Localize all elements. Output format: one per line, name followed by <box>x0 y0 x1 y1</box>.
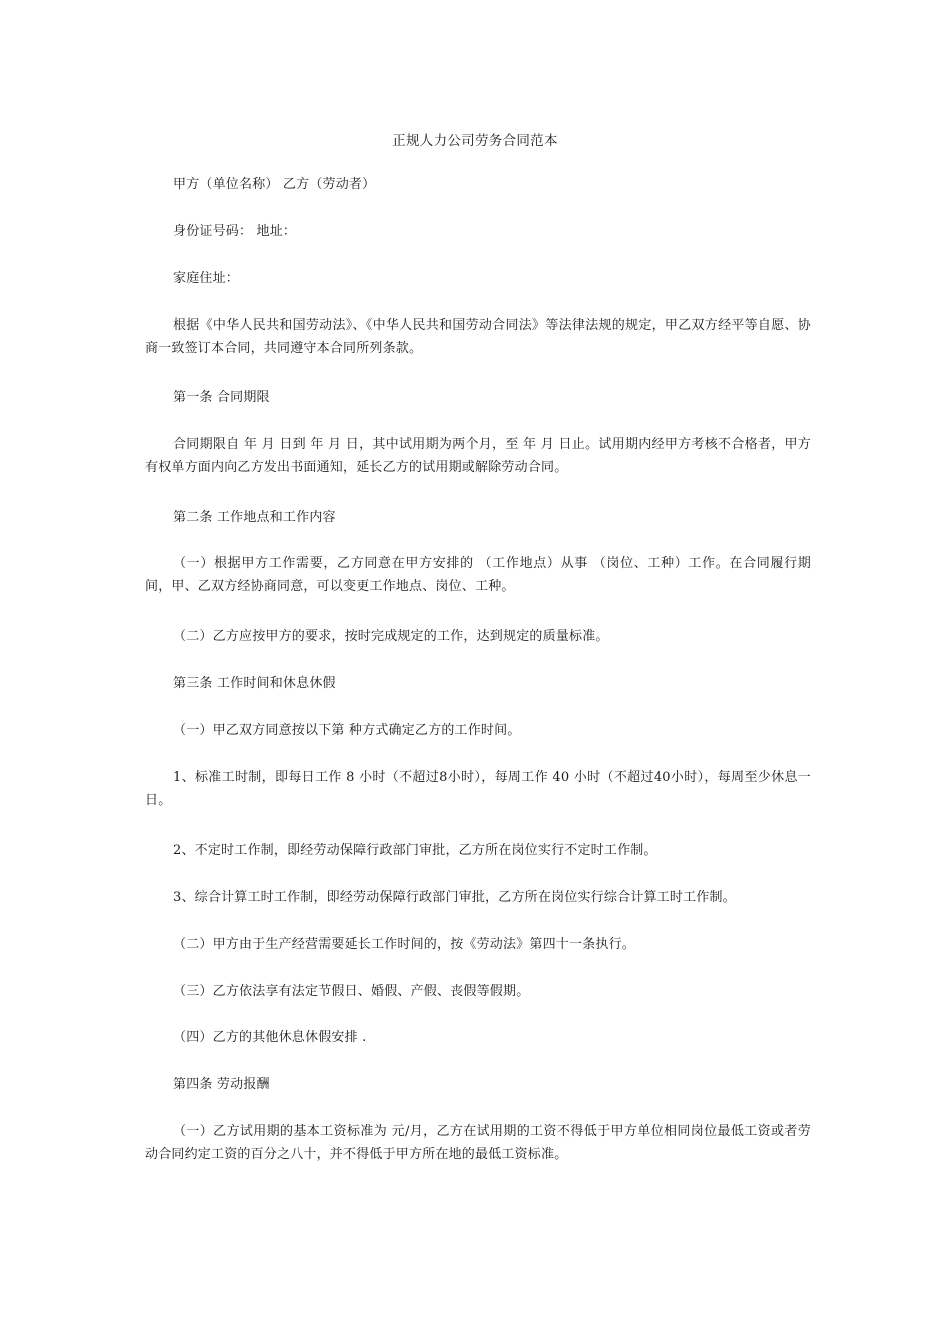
article-1-heading: 第一条 合同期限 <box>173 390 270 405</box>
document-title: 正规人力公司劳务合同范本 <box>392 133 558 149</box>
id-address-line: 身份证号码： 地址： <box>173 224 297 239</box>
article-4-clause-1: （一）乙方试用期的基本工资标准为 元/月，乙方在试用期的工资不得低于甲方单位相同岗位最低工资或者劳动合同约定工资的百分之八十，并不得低于甲方所在地的最低工资标准。 <box>145 1124 811 1162</box>
article-2-clause-1: （一）根据甲方工作需要，乙方同意在甲方安排的 （工作地点）从事 （岗位、工种）工作。在合同履行期间，甲、乙双方经协商同意，可以变更工作地点、岗位、工种。 <box>145 556 811 594</box>
article-3-item-1: 1、标准工时制，即每日工作 8 小时（不超过8小时），每周工作 40 小时（不超过40小时），每周至少休息一日。 <box>145 770 811 808</box>
article-3-heading: 第三条 工作时间和休息休假 <box>173 676 336 691</box>
article-2-heading: 第二条 工作地点和工作内容 <box>173 510 336 525</box>
article-2-clause-2: （二）乙方应按甲方的要求，按时完成规定的工作，达到规定的质量标准。 <box>173 629 609 644</box>
party-line: 甲方（单位名称） 乙方（劳动者） <box>173 177 376 192</box>
article-3-clause-1: （一）甲乙双方同意按以下第 种方式确定乙方的工作时间。 <box>173 723 521 738</box>
article-3-item-2: 2、不定时工作制，即经劳动保障行政部门审批，乙方所在岗位实行不定时工作制。 <box>173 843 657 858</box>
article-1-paragraph: 合同期限自 年 月 日到 年 月 日，其中试用期为两个月，至 年 月 日止。试用期内经甲方考核不合格者，甲方有权单方面内向乙方发出书面通知，延长乙方的试用期或解除劳动合同。 <box>145 437 811 475</box>
home-address-line: 家庭住址： <box>173 271 240 286</box>
article-3-clause-3: （三）乙方依法享有法定节假日、婚假、产假、丧假等假期。 <box>173 984 530 999</box>
article-4-heading: 第四条 劳动报酬 <box>173 1077 270 1092</box>
article-3-clause-4: （四）乙方的其他休息休假安排 . <box>173 1030 367 1045</box>
article-3-clause-2: （二）甲方由于生产经营需要延长工作时间的，按《劳动法》第四十一条执行。 <box>173 937 636 952</box>
article-3-item-3: 3、综合计算工时工作制，即经劳动保障行政部门审批，乙方所在岗位实行综合计算工时工作制。 <box>173 890 736 905</box>
preamble-paragraph: 根据《中华人民共和国劳动法》、《中华人民共和国劳动合同法》等法律法规的规定，甲乙双方经平等自愿、协商一致签订本合同，共同遵守本合同所列条款。 <box>145 318 811 356</box>
